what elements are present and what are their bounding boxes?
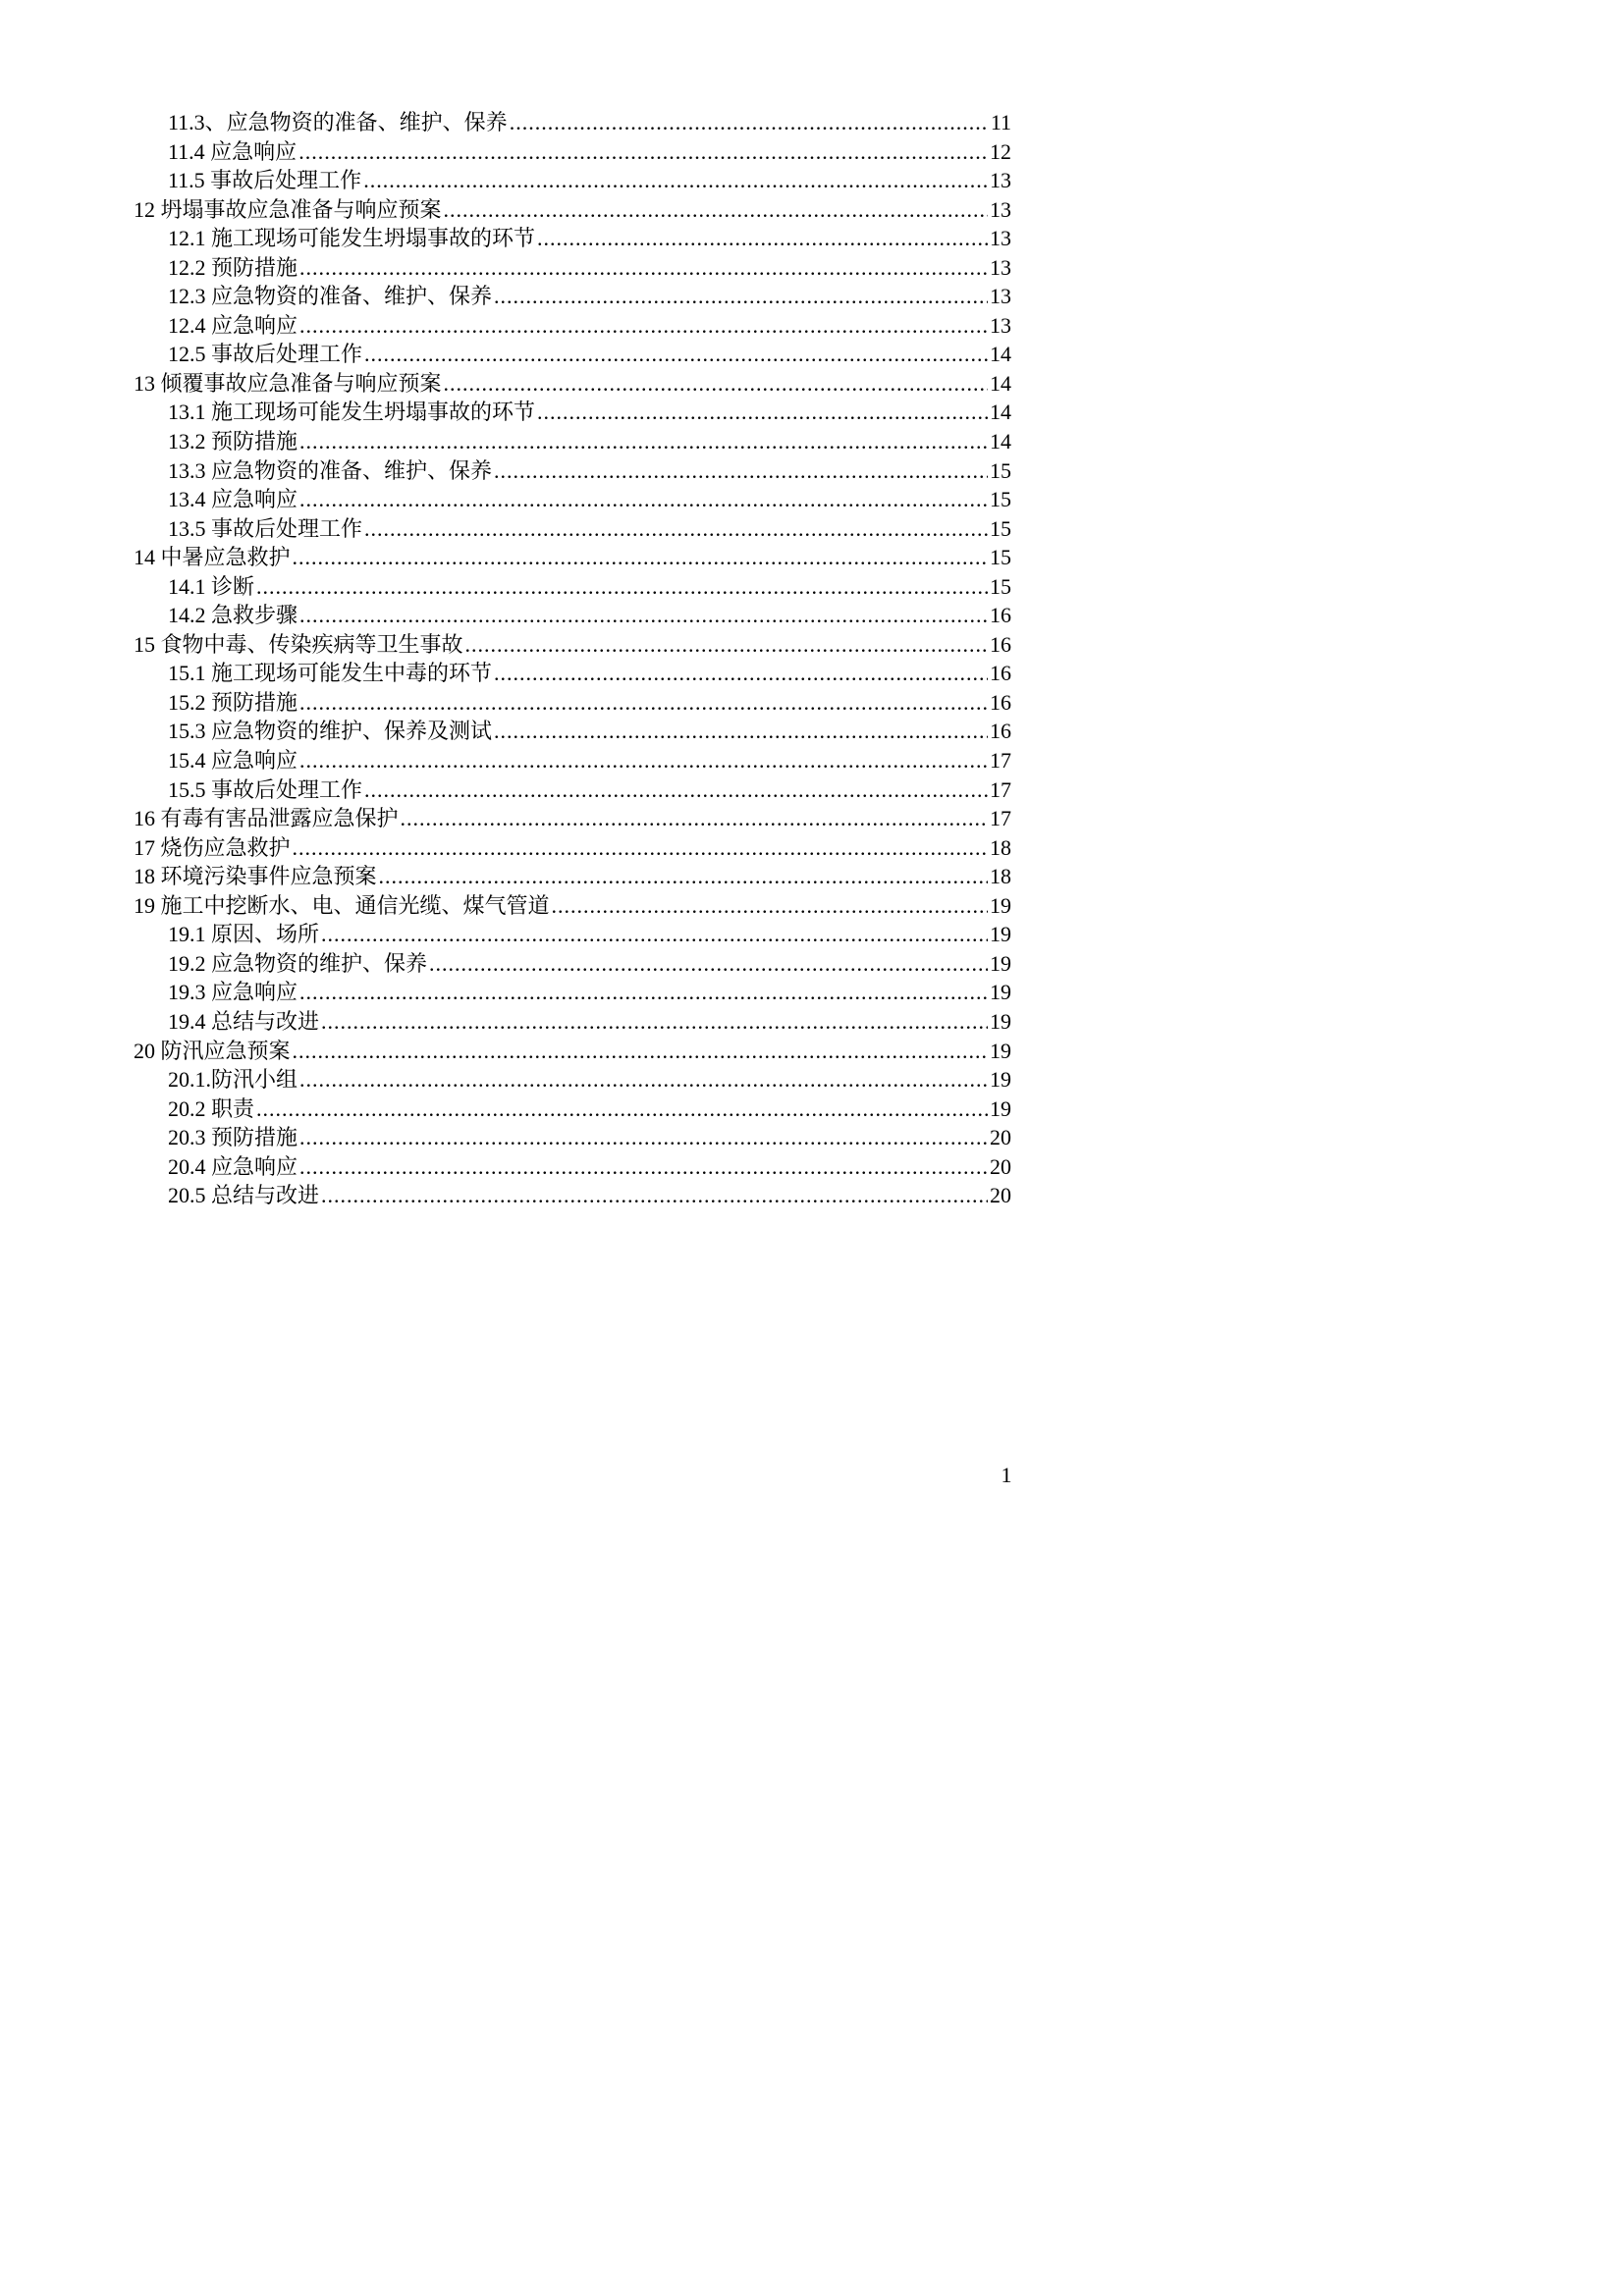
toc-entry-page: 12 [990, 138, 1011, 164]
toc-leader-dots [299, 253, 988, 283]
toc-entry [134, 833, 1011, 863]
toc-entry [134, 920, 1011, 949]
toc-entry-title: 19.4 总结与改进 [168, 1008, 320, 1034]
toc-entry-title: 13.5 事故后处理工作 [168, 515, 363, 541]
toc-leader-dots [293, 1037, 988, 1066]
toc-entry-page: 19 [990, 1008, 1011, 1034]
toc-leader-dots [552, 891, 988, 921]
toc-entry [134, 1181, 1011, 1210]
toc-entry-title: 19.3 应急响应 [168, 980, 298, 1005]
toc-leader-dots [494, 717, 988, 746]
toc-entry [134, 427, 1011, 456]
toc-entry-page: 15 [990, 545, 1011, 570]
toc-entry [134, 572, 1011, 602]
toc-entry-page: 16 [990, 719, 1011, 744]
toc-leader-dots [299, 427, 988, 456]
toc-entry-title: 13.1 施工现场可能发生坍塌事故的环节 [168, 400, 536, 425]
toc-entry [134, 717, 1011, 746]
toc-entry-page: 15 [990, 515, 1011, 541]
toc-entry-title: 15.4 应急响应 [168, 748, 298, 774]
toc-leader-dots [364, 514, 988, 544]
toc-entry-title: 17 烧伤应急救护 [134, 834, 291, 860]
toc-entry [134, 688, 1011, 718]
toc-entry [134, 1152, 1011, 1182]
toc-entry-page: 14 [990, 429, 1011, 454]
toc-entry-title: 12.1 施工现场可能发生坍塌事故的环节 [168, 226, 536, 251]
toc-entry-title: 19 施工中挖断水、电、通信光缆、煤气管道 [134, 892, 550, 918]
toc-entry [134, 456, 1011, 486]
toc-entry-page: 17 [990, 806, 1011, 831]
toc-leader-dots [401, 804, 988, 833]
toc-leader-dots [444, 369, 988, 399]
toc-entry-page: 15 [990, 487, 1011, 512]
toc-leader-dots [363, 166, 988, 195]
toc-entry-title: 19.1 原因、场所 [168, 922, 320, 947]
toc-leader-dots [293, 543, 988, 572]
toc-entry [134, 195, 1011, 225]
toc-entry-page: 13 [990, 284, 1011, 309]
toc-leader-dots [494, 456, 988, 486]
toc-entry-title: 18 环境污染事件应急预案 [134, 864, 377, 889]
toc-leader-dots [293, 833, 988, 863]
toc-leader-dots [299, 688, 988, 718]
toc-entry-title: 11.4 应急响应 [168, 138, 298, 164]
toc-entry-title: 13.2 预防措施 [168, 429, 298, 454]
toc-entry-page: 18 [990, 834, 1011, 860]
toc-entry-title: 20.4 应急响应 [168, 1153, 298, 1179]
toc-entry-title: 14.1 诊断 [168, 573, 255, 599]
toc-leader-dots [321, 1181, 988, 1210]
toc-leader-dots [429, 949, 988, 979]
toc-entry-title: 13 倾覆事故应急准备与响应预案 [134, 370, 442, 396]
toc-entry-page: 14 [990, 342, 1011, 367]
toc-entry [134, 369, 1011, 399]
toc-entry-page: 16 [990, 661, 1011, 686]
toc-leader-dots [321, 920, 988, 949]
toc-entry-title: 20.5 总结与改进 [168, 1183, 320, 1208]
toc-entry [134, 514, 1011, 544]
toc-entry-page: 13 [990, 312, 1011, 338]
toc-leader-dots [299, 1123, 988, 1152]
toc-entry-page: 19 [990, 892, 1011, 918]
toc-entry [134, 1037, 1011, 1066]
toc-entry [134, 891, 1011, 921]
toc-entry-title: 15.3 应急物资的维护、保养及测试 [168, 719, 493, 744]
toc-entry-title: 13.3 应急物资的准备、维护、保养 [168, 457, 493, 483]
toc-entry-page: 17 [990, 748, 1011, 774]
toc-entry [134, 282, 1011, 311]
toc-leader-dots [321, 1007, 988, 1037]
toc-entry-title: 12.5 事故后处理工作 [168, 342, 363, 367]
toc-entry [134, 1123, 1011, 1152]
toc-entry-page: 13 [990, 168, 1011, 193]
toc-leader-dots [256, 572, 988, 602]
toc-entry [134, 1065, 1011, 1095]
toc-entry-title: 19.2 应急物资的维护、保养 [168, 950, 428, 976]
toc-leader-dots [298, 137, 988, 167]
toc-entry [134, 485, 1011, 514]
toc-leader-dots [299, 311, 988, 341]
toc-entry-title: 11.5 事故后处理工作 [168, 168, 362, 193]
toc-entry-title: 12 坍塌事故应急准备与响应预案 [134, 196, 442, 222]
toc-entry [134, 862, 1011, 891]
toc-entry [134, 775, 1011, 805]
toc-entry-page: 16 [990, 689, 1011, 715]
toc-entry-page: 20 [990, 1125, 1011, 1150]
toc-entry-page: 17 [990, 776, 1011, 802]
toc-entry-title: 12.2 预防措施 [168, 254, 298, 280]
toc-entry [134, 659, 1011, 688]
toc-entry-page: 20 [990, 1183, 1011, 1208]
toc-entry-page: 13 [990, 254, 1011, 280]
toc-entry-title: 20.1.防汛小组 [168, 1067, 298, 1093]
toc-entry [134, 311, 1011, 341]
toc-entry-page: 13 [990, 226, 1011, 251]
toc-entry [134, 1095, 1011, 1124]
toc-entry-page: 15 [990, 573, 1011, 599]
toc-entry-page: 16 [990, 631, 1011, 657]
toc-entry-page: 16 [990, 603, 1011, 628]
toc-leader-dots [299, 1065, 988, 1095]
toc-entry [134, 630, 1011, 660]
toc-leader-dots [510, 108, 989, 137]
toc-leader-dots [494, 282, 988, 311]
toc-entry [134, 1007, 1011, 1037]
toc-leader-dots [537, 224, 988, 253]
toc-leader-dots [494, 659, 988, 688]
toc-entry-page: 18 [990, 864, 1011, 889]
toc-entry [134, 166, 1011, 195]
toc-entry [134, 137, 1011, 167]
toc-entry-title: 15.1 施工现场可能发生中毒的环节 [168, 661, 493, 686]
footer-page-number: 1 [1001, 1463, 1012, 1487]
toc-entry-page: 15 [990, 457, 1011, 483]
toc-entry [134, 398, 1011, 427]
toc-entry [134, 543, 1011, 572]
table-of-contents [134, 108, 1011, 1210]
toc-entry [134, 746, 1011, 775]
toc-entry-page: 19 [990, 980, 1011, 1005]
toc-entry-title: 20.3 预防措施 [168, 1125, 298, 1150]
toc-leader-dots [299, 978, 988, 1007]
toc-entry-title: 15.2 预防措施 [168, 689, 298, 715]
toc-leader-dots [256, 1095, 988, 1124]
toc-leader-dots [299, 601, 988, 630]
toc-entry-page: 14 [990, 370, 1011, 396]
toc-entry-title: 12.3 应急物资的准备、维护、保养 [168, 284, 493, 309]
toc-entry-page: 19 [990, 1067, 1011, 1093]
toc-leader-dots [465, 630, 988, 660]
toc-entry-page: 14 [990, 400, 1011, 425]
toc-entry-page: 19 [990, 950, 1011, 976]
toc-entry-page: 20 [990, 1153, 1011, 1179]
toc-entry-title: 20.2 职责 [168, 1095, 255, 1121]
toc-entry-title: 14.2 急救步骤 [168, 603, 298, 628]
toc-entry-page: 11 [990, 110, 1011, 134]
toc-entry-title: 14 中暑应急救护 [134, 545, 291, 570]
toc-entry [134, 253, 1011, 283]
toc-entry-page: 13 [990, 196, 1011, 222]
toc-entry [134, 224, 1011, 253]
toc-leader-dots [364, 775, 988, 805]
toc-entry-title: 12.4 应急响应 [168, 312, 298, 338]
toc-entry-title: 15.5 事故后处理工作 [168, 776, 363, 802]
toc-entry-title: 20 防汛应急预案 [134, 1038, 291, 1063]
toc-entry [134, 804, 1011, 833]
toc-leader-dots [379, 862, 988, 891]
toc-entry-title: 13.4 应急响应 [168, 487, 298, 512]
toc-entry [134, 601, 1011, 630]
toc-leader-dots [444, 195, 988, 225]
toc-entry-page: 19 [990, 1095, 1011, 1121]
toc-leader-dots [299, 485, 988, 514]
toc-entry [134, 340, 1011, 369]
toc-leader-dots [364, 340, 988, 369]
toc-entry-page: 19 [990, 1038, 1011, 1063]
toc-entry-page: 19 [990, 922, 1011, 947]
toc-entry [134, 108, 1011, 137]
toc-leader-dots [299, 746, 988, 775]
toc-entry-title: 11.3、应急物资的准备、维护、保养 [168, 110, 508, 134]
toc-leader-dots [299, 1152, 988, 1182]
toc-entry-title: 15 食物中毒、传染疾病等卫生事故 [134, 631, 463, 657]
toc-entry-title: 16 有毒有害品泄露应急保护 [134, 806, 399, 831]
toc-entry [134, 949, 1011, 979]
toc-entry [134, 978, 1011, 1007]
toc-leader-dots [537, 398, 988, 427]
